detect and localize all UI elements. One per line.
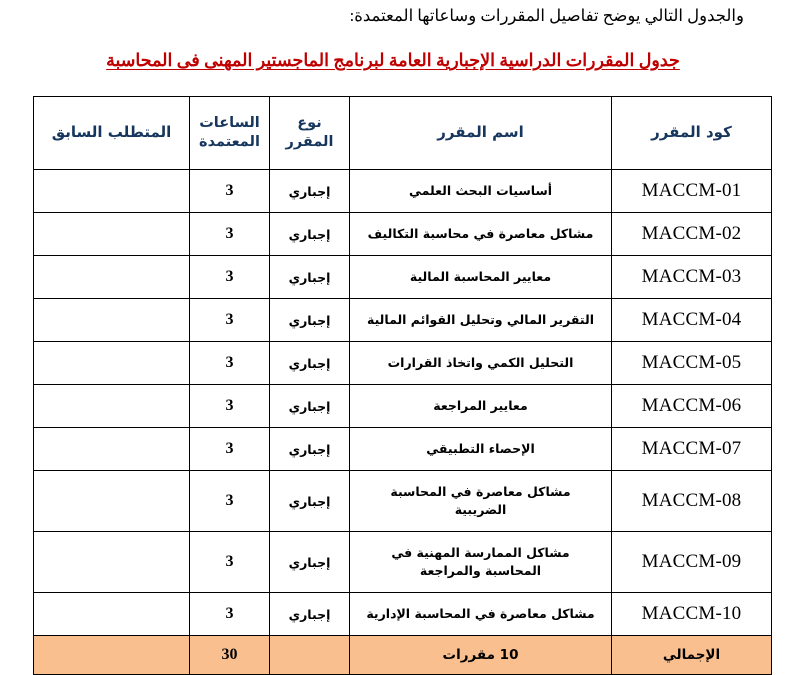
cell-credit-hours: 3 bbox=[190, 170, 270, 213]
cell-prerequisite bbox=[34, 299, 190, 342]
cell-prerequisite bbox=[34, 170, 190, 213]
cell-course-name bbox=[350, 428, 612, 471]
courses-table bbox=[33, 96, 772, 675]
cell-course-code: MACCM-03 bbox=[612, 256, 772, 299]
cell-course-type: إجباري bbox=[270, 428, 350, 471]
cell-course-code: MACCM-09 bbox=[612, 532, 772, 593]
cell-total-hours: 30 bbox=[190, 636, 270, 675]
cell-course-name bbox=[350, 213, 612, 256]
course-name-line: مشاكل معاصرة في المحاسبة الإدارية bbox=[366, 605, 595, 621]
course-name-line: مشاكل الممارسة المهنية في bbox=[391, 544, 570, 560]
cell-course-code: MACCM-04 bbox=[612, 299, 772, 342]
courses-table-container bbox=[34, 96, 772, 675]
cell-prerequisite bbox=[34, 213, 190, 256]
cell-course-name bbox=[350, 342, 612, 385]
table-row bbox=[34, 532, 772, 593]
table-row bbox=[34, 256, 772, 299]
cell-course-type: إجباري bbox=[270, 256, 350, 299]
cell-credit-hours: 3 bbox=[190, 299, 270, 342]
cell-total-label: الإجمالي bbox=[612, 636, 772, 675]
cell-prerequisite bbox=[34, 385, 190, 428]
cell-total-prerequisite bbox=[34, 636, 190, 675]
course-name-line: المحاسبة والمراجعة bbox=[419, 563, 542, 578]
course-name-line: الضريبية bbox=[454, 502, 507, 517]
cell-course-code: MACCM-08 bbox=[612, 471, 772, 532]
cell-course-code: MACCM-07 bbox=[612, 428, 772, 471]
cell-prerequisite bbox=[34, 428, 190, 471]
cell-credit-hours: 3 bbox=[190, 532, 270, 593]
cell-prerequisite bbox=[34, 256, 190, 299]
cell-course-name bbox=[350, 385, 612, 428]
cell-course-name bbox=[350, 471, 612, 532]
cell-course-type: إجباري bbox=[270, 213, 350, 256]
page-title: جدول المقررات الدراسية الإجبارية العامة لبرنامج الماجستير المهنى فى المحاسبة bbox=[106, 50, 680, 70]
cell-course-code: MACCM-05 bbox=[612, 342, 772, 385]
cell-credit-hours: 3 bbox=[190, 428, 270, 471]
cell-credit-hours: 3 bbox=[190, 471, 270, 532]
column-header-prerequisite: المتطلب السابق bbox=[34, 97, 190, 170]
course-name-line: التحليل الكمي واتخاذ القرارات bbox=[387, 354, 574, 370]
table-total-row bbox=[34, 636, 772, 675]
cell-course-code: MACCM-06 bbox=[612, 385, 772, 428]
course-name-line: أساسيات البحث العلمي bbox=[408, 182, 553, 198]
course-name-line: معايير المراجعة bbox=[433, 397, 528, 413]
cell-course-type: إجباري bbox=[270, 170, 350, 213]
course-name-line: الإحصاء التطبيقي bbox=[426, 440, 535, 456]
cell-prerequisite bbox=[34, 532, 190, 593]
table-row bbox=[34, 471, 772, 532]
cell-course-type: إجباري bbox=[270, 299, 350, 342]
table-row bbox=[34, 593, 772, 636]
cell-prerequisite bbox=[34, 471, 190, 532]
course-name-line: معايير المحاسبة المالية bbox=[409, 268, 552, 284]
column-header-code: كود المقرر bbox=[612, 97, 772, 170]
column-header-name: اسم المقرر bbox=[350, 97, 612, 170]
column-header-hours: الساعات المعتمدة bbox=[190, 97, 270, 170]
cell-credit-hours: 3 bbox=[190, 385, 270, 428]
course-name-line: مشاكل معاصرة في محاسبة التكاليف bbox=[367, 225, 594, 241]
cell-credit-hours: 3 bbox=[190, 342, 270, 385]
table-row bbox=[34, 428, 772, 471]
cell-credit-hours: 3 bbox=[190, 256, 270, 299]
cell-course-name bbox=[350, 532, 612, 593]
cell-course-code: MACCM-10 bbox=[612, 593, 772, 636]
intro-paragraph: والجدول التالي يوضح تفاصيل المقررات وساعاتها المعتمدة: bbox=[349, 6, 744, 25]
cell-course-type: إجباري bbox=[270, 532, 350, 593]
column-header-type: نوع المقرر bbox=[270, 97, 350, 170]
cell-course-code: MACCM-02 bbox=[612, 213, 772, 256]
cell-total-type bbox=[270, 636, 350, 675]
table-row bbox=[34, 385, 772, 428]
table-row bbox=[34, 213, 772, 256]
cell-prerequisite bbox=[34, 342, 190, 385]
cell-course-name bbox=[350, 299, 612, 342]
cell-course-name bbox=[350, 170, 612, 213]
table-body bbox=[34, 170, 772, 675]
table-row bbox=[34, 342, 772, 385]
table-row bbox=[34, 170, 772, 213]
table-row bbox=[34, 299, 772, 342]
cell-course-type: إجباري bbox=[270, 471, 350, 532]
cell-credit-hours: 3 bbox=[190, 593, 270, 636]
course-name-line: مشاكل معاصرة في المحاسبة bbox=[390, 483, 571, 499]
cell-prerequisite bbox=[34, 593, 190, 636]
header-row bbox=[34, 97, 772, 170]
cell-course-code: MACCM-01 bbox=[612, 170, 772, 213]
cell-course-type: إجباري bbox=[270, 593, 350, 636]
cell-course-type: إجباري bbox=[270, 385, 350, 428]
cell-course-name bbox=[350, 593, 612, 636]
cell-total-courses: 10 مقررات bbox=[350, 636, 612, 675]
course-name-line: التقرير المالي وتحليل القوائم المالية bbox=[367, 311, 594, 327]
cell-course-name bbox=[350, 256, 612, 299]
cell-course-type: إجباري bbox=[270, 342, 350, 385]
table-header bbox=[34, 97, 772, 170]
cell-credit-hours: 3 bbox=[190, 213, 270, 256]
